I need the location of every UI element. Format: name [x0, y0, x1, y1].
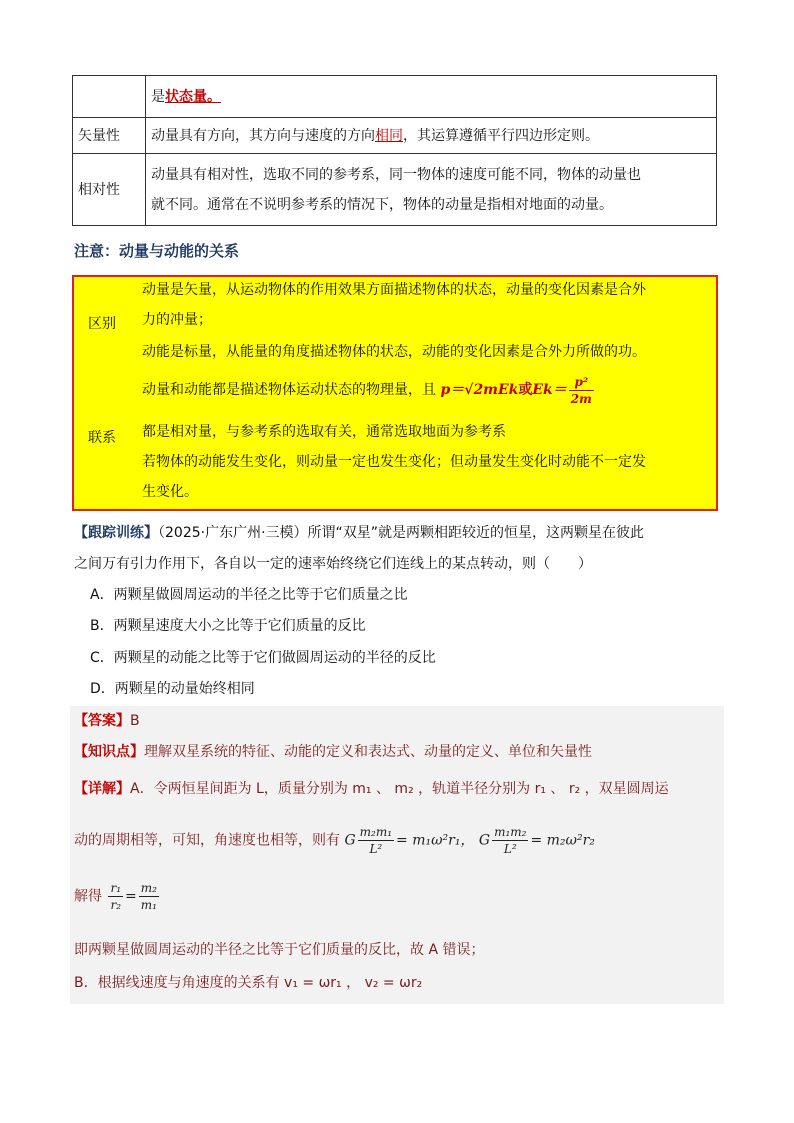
tracking-exercise-tag: 【跟踪训练】: [74, 525, 158, 541]
gravity-fraction-2: $\frac{\text{m₁m₂}}{\text{L²}}$: [494, 825, 527, 856]
option-a[interactable]: A．两颗星做圆周运动的半径之比等于它们质量之比: [90, 587, 408, 603]
kinetic-energy-formula: Ek＝: [532, 382, 567, 398]
detail-b-line: B．根据线速度与角速度的关系有 v₁ = ωr₁ ， v₂ = ωr₂: [74, 975, 423, 991]
mass-ratio-fraction: $\frac{\text{m₂}}{\text{m₁}}$: [140, 881, 157, 912]
momentum-property-table: [72, 75, 717, 226]
option-b[interactable]: B．两颗星速度大小之比等于它们质量的反比: [90, 618, 366, 634]
knowledge-point-line: 【知识点】理解双星系统的特征、动能的定义和表达式、动量的定义、单位和矢量性: [74, 744, 592, 760]
detail-line-1: 【详解】A．令两恒星间距为 L，质量分别为 m₁ 、 m₂ ，轨道半径分别为 r₁ 、 r₂ ，双星圆周运: [74, 781, 669, 797]
same-direction-underline: 相同: [375, 127, 403, 144]
document-page: 是状态量。 矢量性 动量具有方向，其方向与速度的方向相同，其运算遵循平行四边形定则。 相对性 动量具有相对性，选取不同的参考系，同一物体的速度可能不同，物体的动量也 就不同。通常在不说明参考系的情况下，物体的动量是指相对地面的动量。 注意：动量与动能的关系 区别 动量是矢量，从运动物体的作用效果方面描述物体的状态，动量的变化因素是合外 力的冲量； 动能是标量，从能量的角度描述物体的状态，动能的变化因素是合外力所做的功。 联系 动量和动能都是描述物体运动状态的物理量，且 p＝√2mEk或Ek＝ $\frac{\text{p²}}{2m}$ 都是相对量，与参考系的选取有关，通常选取地面为参考系 若物体的动能发生变化，则动量一定也发生变化；但动量发生变化时动能不一定发 生变化。 【跟踪训练】（2025·广东广州·三模）所谓“双星”就是两颗相距较近的恒星，这两颗星在彼此 之间万有引力作用下，各自以一定的速率始终绕它们连线上的某点转动，则（ ） A．两颗星做圆周运动的半径之比等于它们质量之比 B．两颗星速度大小之比等于它们质量的反比 C．两颗星的动能之比等于它们做圆周运动的半径的反比 D．两颗星的动量始终相同 【答案】B 【知识点】理解双星系统的特征、动能的定义和表达式、动量的定义、单位和矢量性 【详解】A．令两恒星间距为 L，质量分别为 m₁ 、 m₂ ，轨道半径分别为 r₁ 、 r₂ ，双星圆周运 动的周期相等，可知，角速度也相等，则有 G $\frac{\text{m₂m₁}}{\text{L²}}$ = m₁ω²r₁， G $\frac{\text{m₁m₂}}{\text{L²}}$ = m₂ω²r₂ 解得 $\frac{\text{r₁}}{\text{r₂}}$ = $\frac{\text{m₂}}{\text{m₁}}$ 即两颗星做圆周运动的半径之比等于它们质量的反比，故 A 错误； B．根据线速度与角速度的关系有 v₁ = ωr₁ ， v₂ = ωr₂: [0, 0, 794, 1123]
difference-label: 区别: [88, 316, 116, 332]
ek-fraction: $\frac{\text{p²}}{2m}$: [570, 374, 592, 406]
question-stem: 【跟踪训练】（2025·广东广州·三模）所谓“双星”就是两颗相距较近的恒星，这两颗星在彼此: [74, 525, 645, 541]
answer-line: 【答案】B: [74, 713, 140, 729]
table-cell-label: [73, 76, 146, 118]
table-cell-label: 矢量性: [73, 118, 146, 154]
comparison-box: 区别 动量是矢量，从运动物体的作用效果方面描述物体的状态，动量的变化因素是合外 力的冲量； 动能是标量，从能量的角度描述物体的状态，动能的变化因素是合外力所做的功。 联系 动量和动能都是描述物体运动状态的物理量，且 p＝√2mEk或Ek＝ $\frac{\text{p²}}{2m}$ 都是相对量，与参考系的选取有关，通常选取地面为参考系 若物体的动能发生变化，则动量一定也发生变化；但动量发生变化时动能不一定发 生变化。: [72, 275, 718, 511]
note-heading: 注意：动量与动能的关系: [74, 242, 240, 260]
table-cell-content: 动量具有方向，其方向与速度的方向相同，其运算遵循平行四边形定则。: [146, 118, 717, 154]
table-row: [73, 76, 717, 118]
table-row: [73, 154, 717, 226]
table-row: [73, 118, 717, 154]
table-cell-content: 是状态量。: [146, 76, 717, 118]
state-quantity-emphasis: 状态量。: [165, 88, 221, 105]
radius-ratio-fraction: $\frac{\text{r₁}}{\text{r₂}}$: [110, 881, 121, 912]
momentum-formula: p＝√2mEk: [440, 382, 519, 398]
table-cell-content: 动量具有相对性，选取不同的参考系，同一物体的速度可能不同，物体的动量也 就不同。通常在不说明参考系的情况下，物体的动量是指相对地面的动量。: [146, 154, 717, 226]
answer-value: B: [130, 713, 140, 729]
detail-line-2: 动的周期相等，可知，角速度也相等，则有 G $\frac{\text{m₂m₁}}{\text{L²}}$ = m₁ω²r₁， G $\frac{\text{m₁m₂}}{\text{L²}}$ = m₂ω²r₂: [74, 825, 595, 856]
option-d[interactable]: D．两颗星的动量始终相同: [90, 681, 255, 697]
connection-label: 联系: [88, 430, 116, 446]
conclusion-a-line: 即两颗星做圆周运动的半径之比等于它们质量的反比，故 A 错误；: [74, 942, 485, 958]
table-cell-label: 相对性: [73, 154, 146, 226]
option-c[interactable]: C．两颗星的动能之比等于它们做圆周运动的半径的反比: [90, 650, 436, 666]
gravity-fraction-1: $\frac{\text{m₂m₁}}{\text{L²}}$: [359, 825, 393, 856]
solve-line: 解得 $\frac{\text{r₁}}{\text{r₂}}$ = $\frac{\text{m₂}}{\text{m₁}}$: [74, 881, 157, 912]
formula-line: 动量和动能都是描述物体运动状态的物理量，且 p＝√2mEk或Ek＝ $\frac{\text{p²}}{2m}$: [142, 374, 592, 406]
